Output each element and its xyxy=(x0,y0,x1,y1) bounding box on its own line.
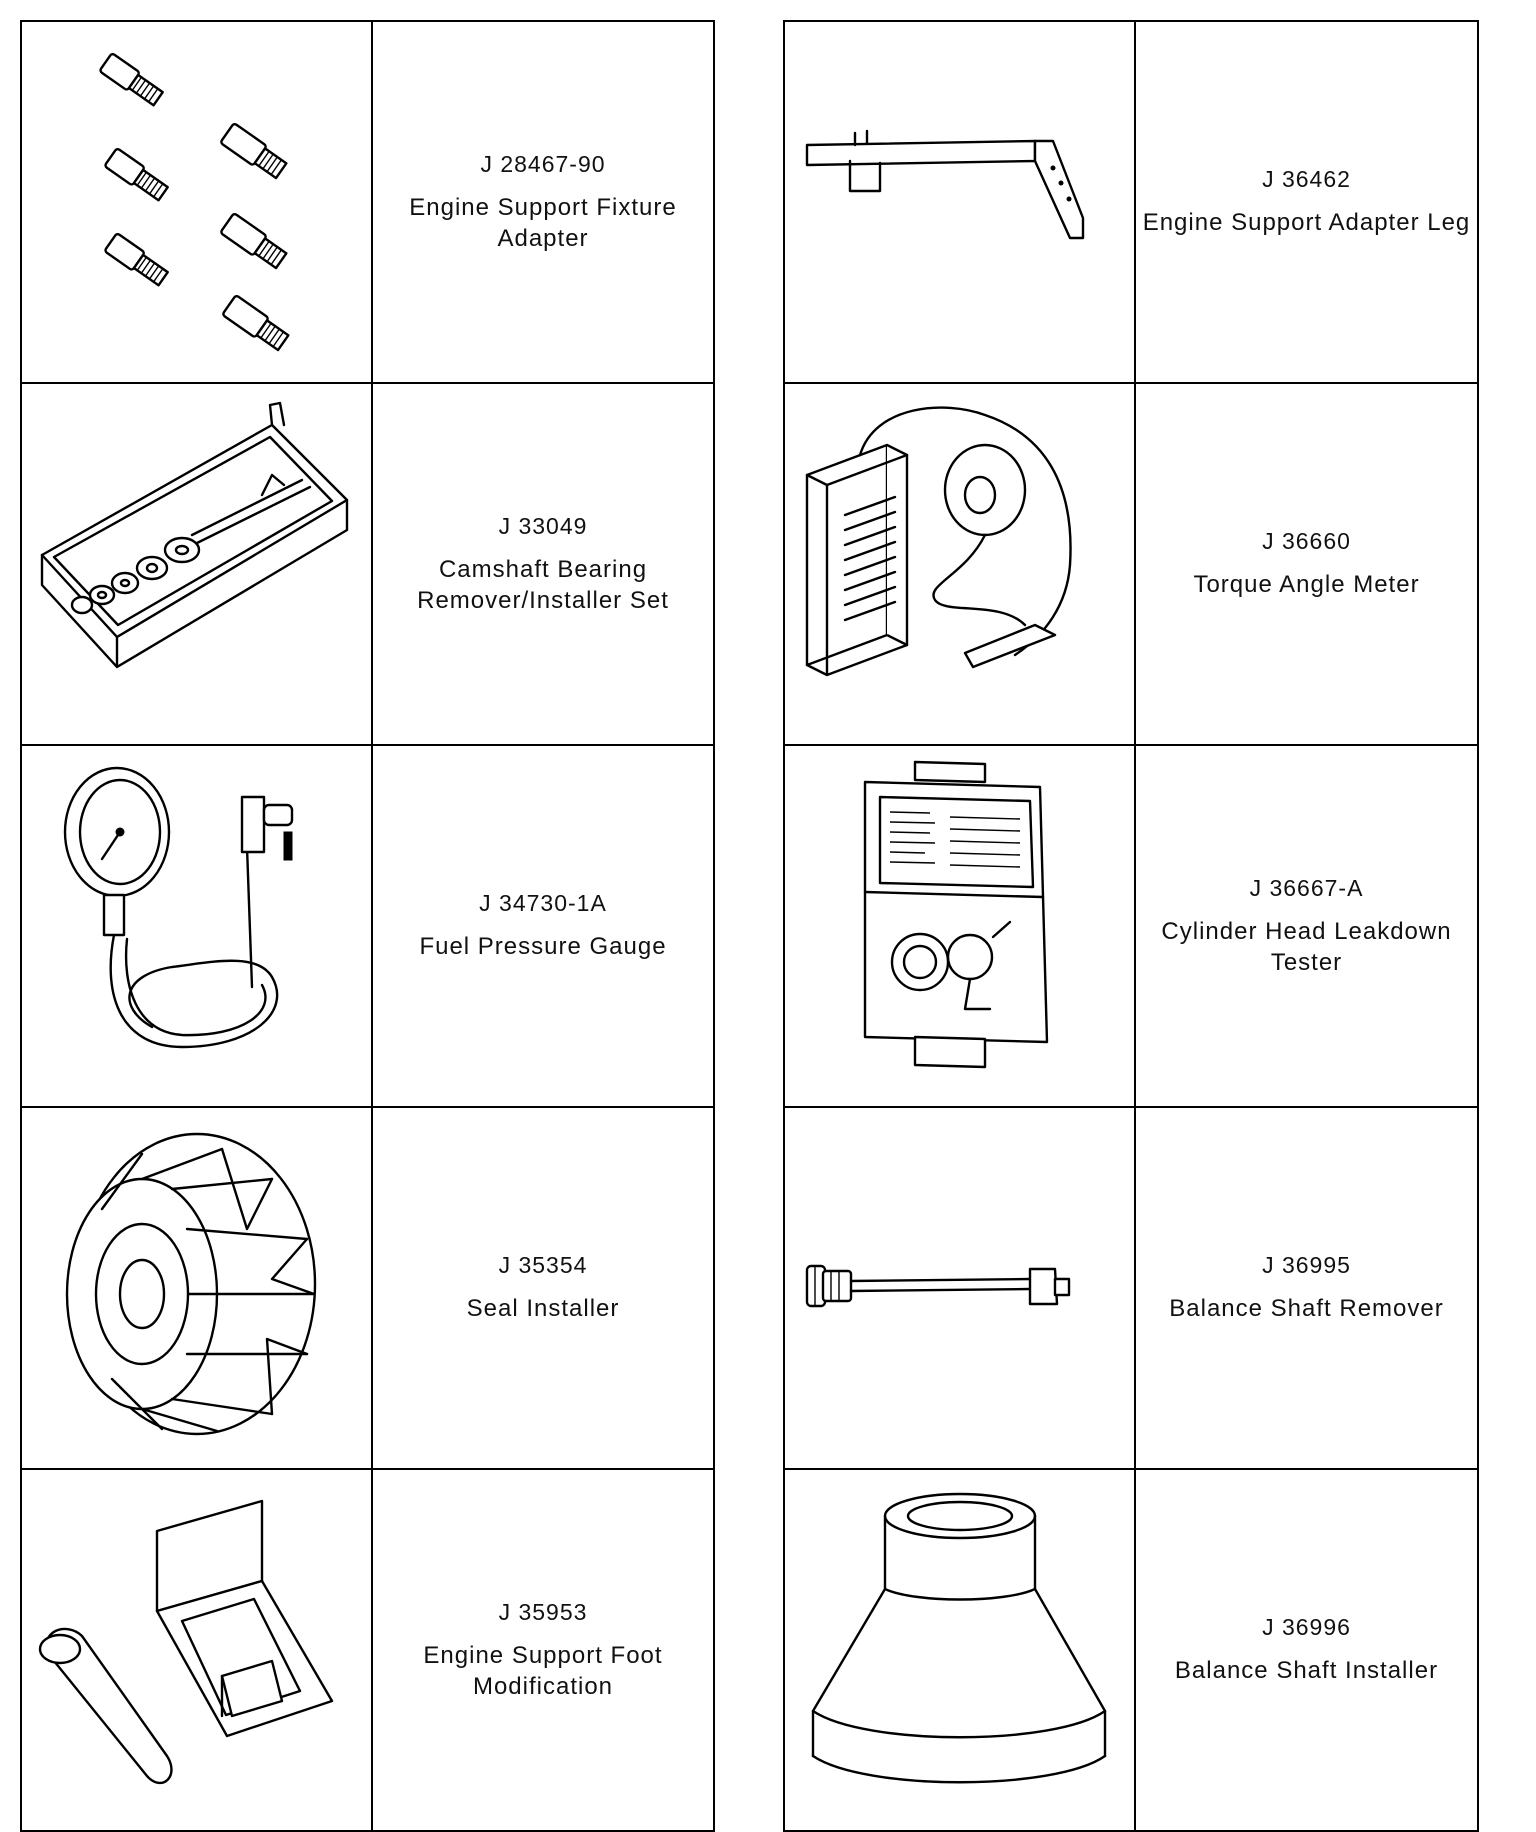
tool-name: Engine Support Adapter Leg xyxy=(1142,209,1471,236)
tool-row xyxy=(784,1107,1478,1469)
tool-label-cell xyxy=(372,1107,714,1469)
tool-row xyxy=(784,1469,1478,1831)
tool-number: J 36462 xyxy=(1262,166,1351,192)
leakdown-tester-case-icon xyxy=(785,747,1134,1105)
adapter-leg-bar-icon xyxy=(785,23,1134,381)
tool-label-cell xyxy=(372,21,714,383)
tool-illustration-cell xyxy=(21,383,372,745)
tool-name: Cylinder Head Leakdown Tester xyxy=(1161,917,1452,976)
tool-name: Seal Installer xyxy=(466,1295,620,1322)
tools-table-right xyxy=(783,20,1479,1832)
tool-row xyxy=(21,1107,714,1469)
tool-illustration-cell xyxy=(784,1469,1135,1831)
tool-label-cell xyxy=(1135,21,1478,383)
tool-number: J 34730-1A xyxy=(479,890,607,916)
tool-number: J 36667-A xyxy=(1249,874,1364,901)
tool-label-cell xyxy=(372,1469,714,1831)
tools-table-left xyxy=(20,20,715,1832)
tool-number: J 35953 xyxy=(498,1598,588,1625)
tool-name: Torque Angle Meter xyxy=(1193,571,1420,598)
tool-label-cell xyxy=(1135,1107,1478,1469)
tool-label-cell xyxy=(372,745,714,1107)
tool-number: J 36996 xyxy=(1262,1614,1351,1640)
tool-name: Engine Support Fixture Adapter xyxy=(409,193,677,252)
tool-number: J 36995 xyxy=(1262,1252,1351,1278)
tool-row xyxy=(784,745,1478,1107)
tool-row xyxy=(21,383,714,745)
tool-label-cell xyxy=(1135,1469,1478,1831)
tool-number: J 33049 xyxy=(498,512,588,539)
tool-row xyxy=(21,1469,714,1831)
tool-illustration-cell xyxy=(21,745,372,1107)
seal-installer-wheel-icon xyxy=(22,1109,371,1467)
tool-number: J 28467-90 xyxy=(480,150,606,177)
tool-name: Fuel Pressure Gauge xyxy=(419,933,667,960)
balance-shaft-cone-icon xyxy=(785,1471,1134,1829)
tool-number: J 35354 xyxy=(498,1252,588,1278)
tool-number: J 36660 xyxy=(1262,528,1351,554)
tool-name: Engine Support Foot Modification xyxy=(423,1641,663,1700)
tool-label-cell xyxy=(1135,745,1478,1107)
tool-illustration-cell xyxy=(21,21,372,383)
support-foot-pin-icon xyxy=(22,1471,371,1829)
tool-illustration-cell xyxy=(21,1469,372,1831)
tool-row xyxy=(21,21,714,383)
tool-label-cell xyxy=(1135,383,1478,745)
balance-shaft-rod-icon xyxy=(785,1109,1134,1467)
tool-name: Balance Shaft Remover xyxy=(1169,1295,1444,1322)
tool-row xyxy=(784,383,1478,745)
tool-name: Balance Shaft Installer xyxy=(1174,1657,1439,1684)
tool-name: Camshaft Bearing Remover/Installer Set xyxy=(417,555,669,614)
tool-row xyxy=(21,745,714,1107)
tool-illustration-cell xyxy=(21,1107,372,1469)
tool-illustration-cell xyxy=(784,21,1135,383)
tool-row xyxy=(784,21,1478,383)
pressure-gauge-hose-icon xyxy=(22,747,371,1105)
tool-illustration-cell xyxy=(784,1107,1135,1469)
tool-illustration-cell xyxy=(784,383,1135,745)
tool-illustration-cell xyxy=(784,745,1135,1107)
bearing-set-case-icon xyxy=(22,385,371,743)
adapter-bolts-icon xyxy=(22,23,371,381)
torque-angle-meter-icon xyxy=(785,385,1134,743)
tool-label-cell xyxy=(372,383,714,745)
